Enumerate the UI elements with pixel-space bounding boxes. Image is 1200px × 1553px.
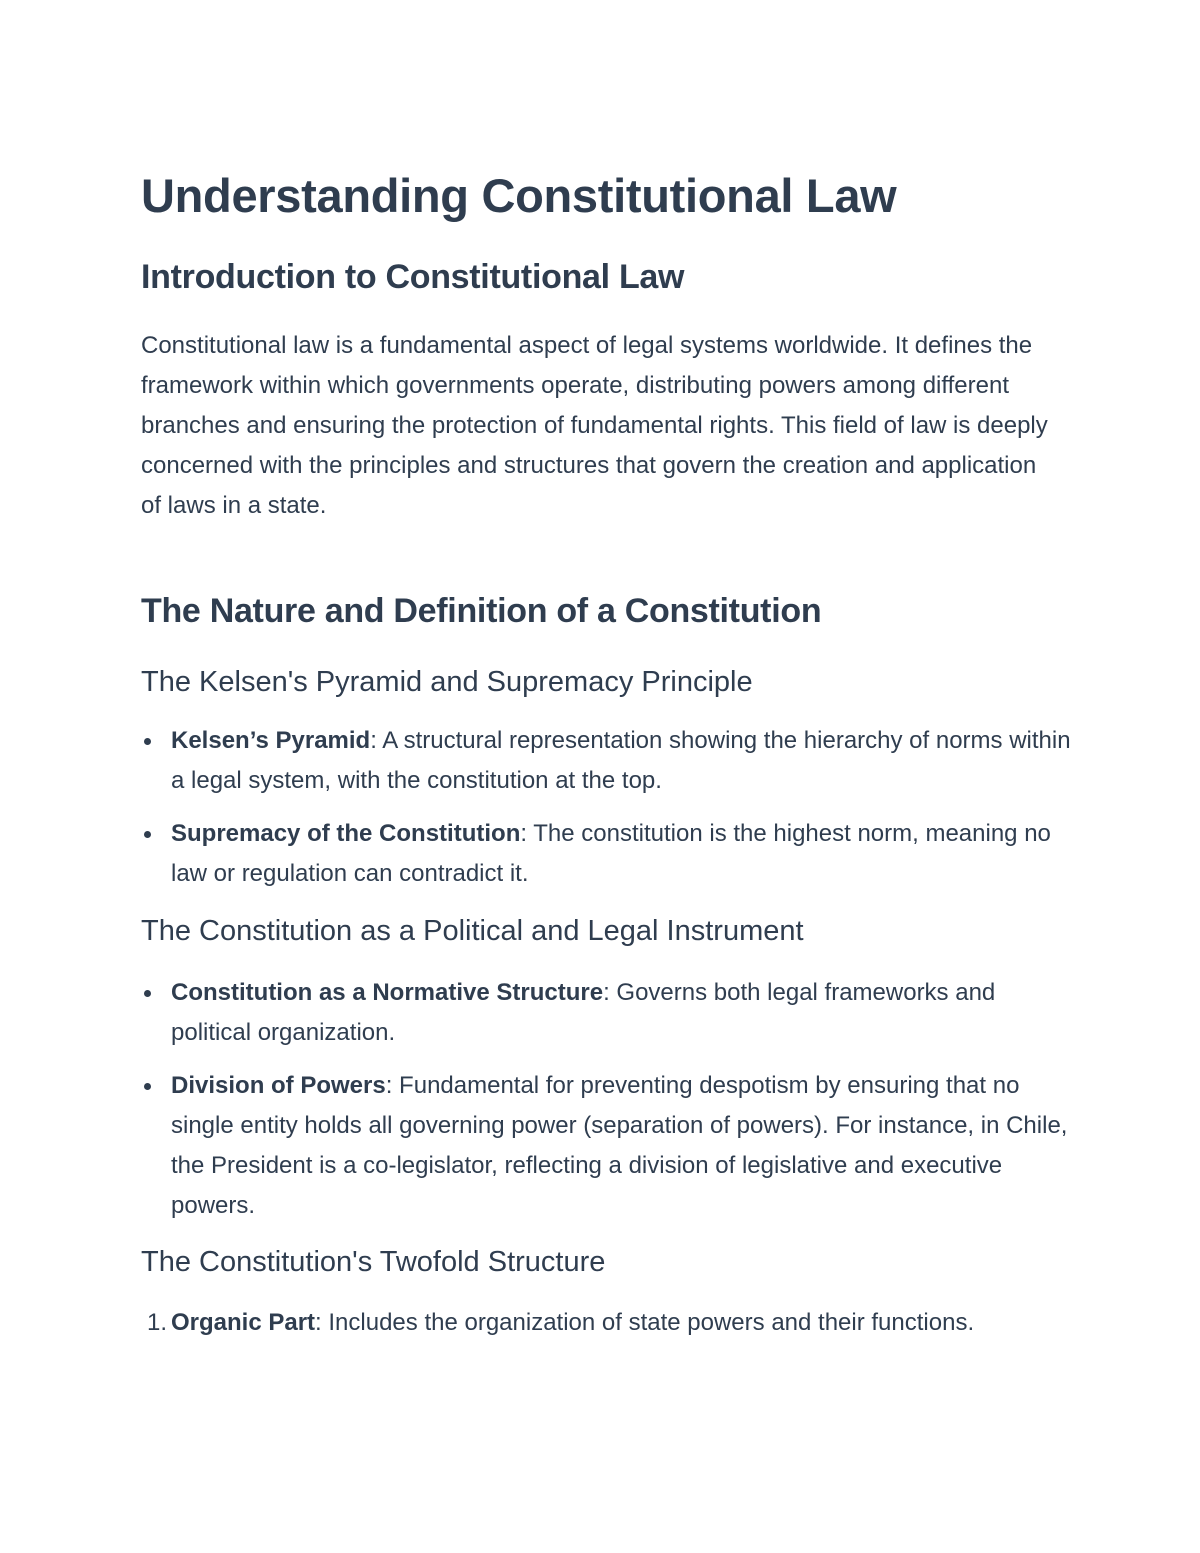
kelsen-list [141, 721, 1071, 907]
intro-heading: Introduction to Constitutional Law [141, 258, 685, 296]
list-item [141, 721, 1071, 801]
list-item-number: 1. [147, 1309, 168, 1336]
kelsen-subheading: The Kelsen's Pyramid and Supremacy Principle [141, 666, 753, 698]
list-item-text: : Governs both legal frameworks and political organization. [171, 979, 996, 1046]
list-item [141, 1303, 1071, 1343]
list-item-text: : A structural representation showing the hierarchy of norms within a legal system, with the constitution at the top. [171, 727, 1071, 794]
twofold-list [141, 1303, 1071, 1356]
list-item [141, 973, 1071, 1053]
list-item-term: Supremacy of the Constitution [171, 820, 521, 847]
list-item-text: : Fundamental for preventing despotism by ensuring that no single entity holds all governing power (separation of powers). For instance, in Chile, the President is a co-legislator, reflecting a division of legislative and executive powers. [171, 1072, 1068, 1219]
nature-heading: The Nature and Definition of a Constitution [141, 592, 822, 630]
bullet-icon [144, 831, 151, 838]
list-item [141, 814, 1071, 894]
list-item-term: Organic Part [171, 1309, 316, 1336]
document-title: Understanding Constitutional Law [141, 169, 897, 222]
twofold-subheading: The Constitution's Twofold Structure [141, 1246, 606, 1278]
list-item-term: Kelsen’s Pyramid [171, 727, 371, 754]
list-item [141, 1066, 1071, 1226]
list-item-term: Constitution as a Normative Structure [171, 979, 604, 1006]
bullet-icon [144, 990, 151, 997]
list-item-text: : Includes the organization of state powers and their functions. [315, 1309, 975, 1336]
intro-paragraph: Constitutional law is a fundamental aspect of legal systems worldwide. It defines the framework within which governments operate, distributing powers among different branches and ensuring the protection of fundamental rights. This field of law is deeply concerned with the principles and structures that govern the creation and application of laws in a state. [141, 332, 1048, 519]
list-item-term: Division of Powers [171, 1072, 386, 1099]
instrument-subheading: The Constitution as a Political and Legal Instrument [141, 915, 804, 947]
list-item-text: : The constitution is the highest norm, meaning no law or regulation can contradict it. [171, 820, 1051, 887]
instrument-list [141, 973, 1071, 1239]
bullet-icon [144, 1083, 151, 1090]
bullet-icon [144, 738, 151, 745]
